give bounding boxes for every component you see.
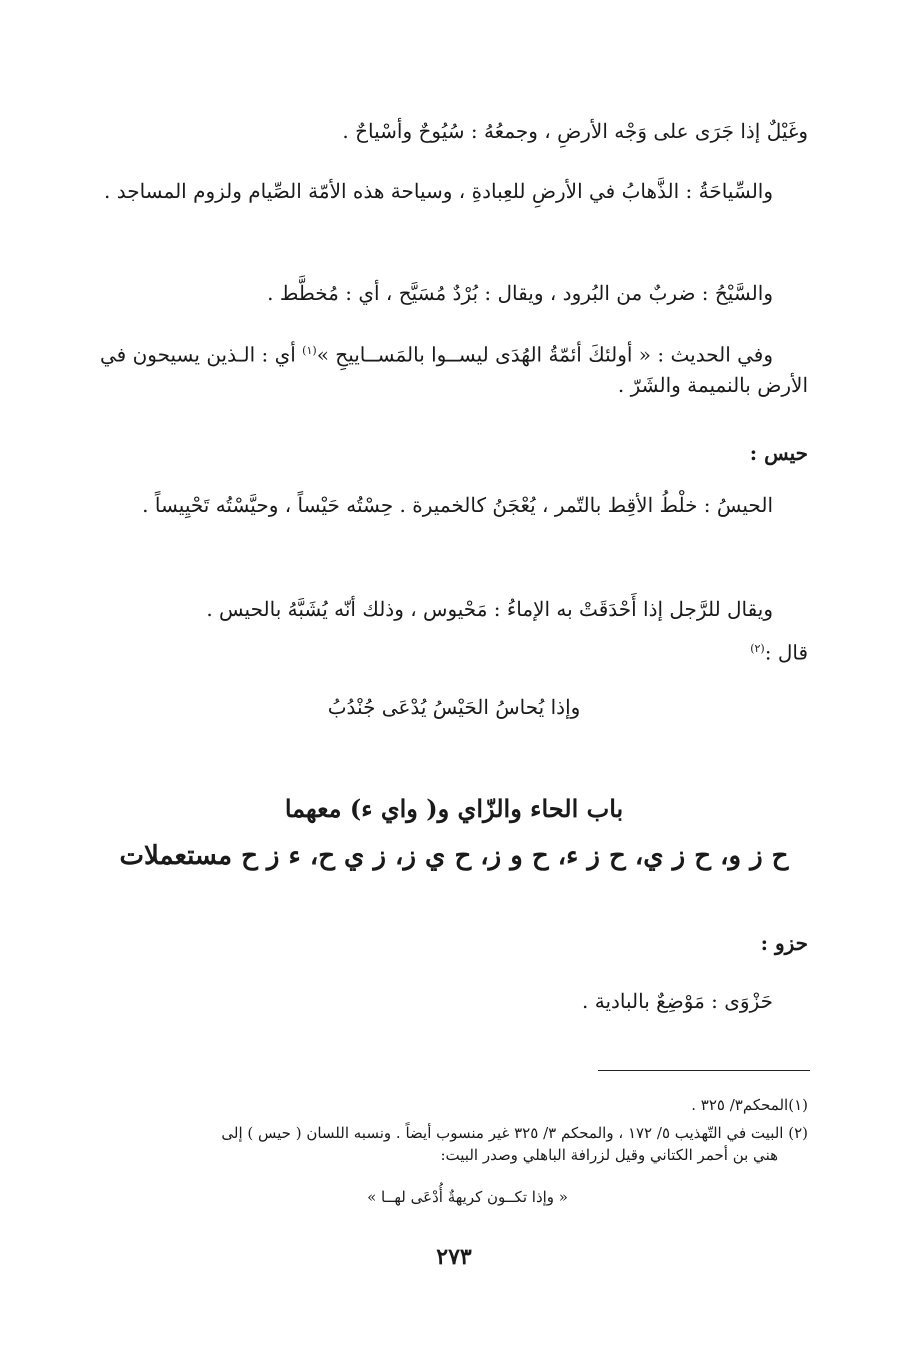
- footnote-divider: [598, 1070, 810, 1071]
- poetry-verse: وإذا يُحاسُ الحَيْسُ يُدْعَى جُنْدُبُ: [327, 695, 581, 719]
- paragraph-sayh-plural: وغَيْلٌ إذا جَرَى على وَجْه الأرضِ ، وجمعُهُ : سُيُوحٌ وأسْياحٌ .: [342, 119, 808, 143]
- hadith-explanation: أي : الـذين يسيحون في الأرض بالنميمة والشَرّ .: [100, 342, 808, 397]
- headword-hays: حيس :: [749, 441, 808, 465]
- hadith-text: وفي الحديث : « أولئكَ أئمّةُ الهُدَى ليســوا بالمَســاييحِ »: [316, 342, 773, 367]
- paragraph-siyaha: والسِّياحَةُ : الذَّهابُ في الأرضِ للعِبادةِ ، وسياحة هذه الأمّة الصِّيام ولزوم المساجد .: [104, 179, 773, 203]
- footnote-mark-2: (٢): [750, 642, 765, 655]
- paragraph-hazwa: حَزْوَى : مَوْضِعٌ بالبادية .: [582, 989, 773, 1013]
- footnote-2-verse: « وإذا تكــون كريهةٌ أُدْعَى لهــا »: [367, 1188, 568, 1206]
- chapter-title: باب الحاء والزّاي و( واي ء) معهما: [284, 794, 624, 823]
- footnote-1: (١)المحكم٣/ ٣٢٥ .: [691, 1096, 808, 1114]
- paragraph-hadith: [100, 336, 808, 400]
- footnote-2-line-1: (٢) البيت في التّهذيب ٥/ ١٧٢ ، والمحكم ٣/ ٣٢٥ غير منسوب أيضاً . ونسبه اللسان ( حيس ) إلى: [221, 1124, 808, 1142]
- paragraph-mahyus: ويقال للرَّجل إذا أَحْدَقَتْ به الإماءُ : مَحْيوس ، وذلك أنّه يُشَبَّهُ بالحيس .: [206, 597, 773, 621]
- footnote-2-line-2: هني بن أحمر الكتاني وقيل لزرافة الباهلي وصدر البيت:: [440, 1146, 778, 1164]
- page-number: ٢٧٣: [436, 1244, 472, 1270]
- footnote-mark-1: (١): [302, 344, 317, 357]
- qala-line: [750, 634, 808, 668]
- paragraph-sayh-burd: والسَّيْحُ : ضربٌ من البُرود ، ويقال : بُرْدٌ مُسَيَّح ، أي : مُخطَّط .: [267, 281, 773, 305]
- paragraph-hays-definition: الحيسُ : خلْطُ الأقِط بالتّمر ، يُعْجَنُ كالخميرة . حِسْتُه حَيْساً ، وحيَّسْتُه تَحْيِيساً .: [142, 493, 773, 517]
- qala-text: قال :: [764, 640, 808, 665]
- chapter-subtitle: ح ز و، ح ز ي، ح ز ء، ح و ز، ح ي ز، ز ي ح، ء ز ح مستعملات: [119, 841, 789, 871]
- headword-hazw: حزو :: [760, 931, 808, 955]
